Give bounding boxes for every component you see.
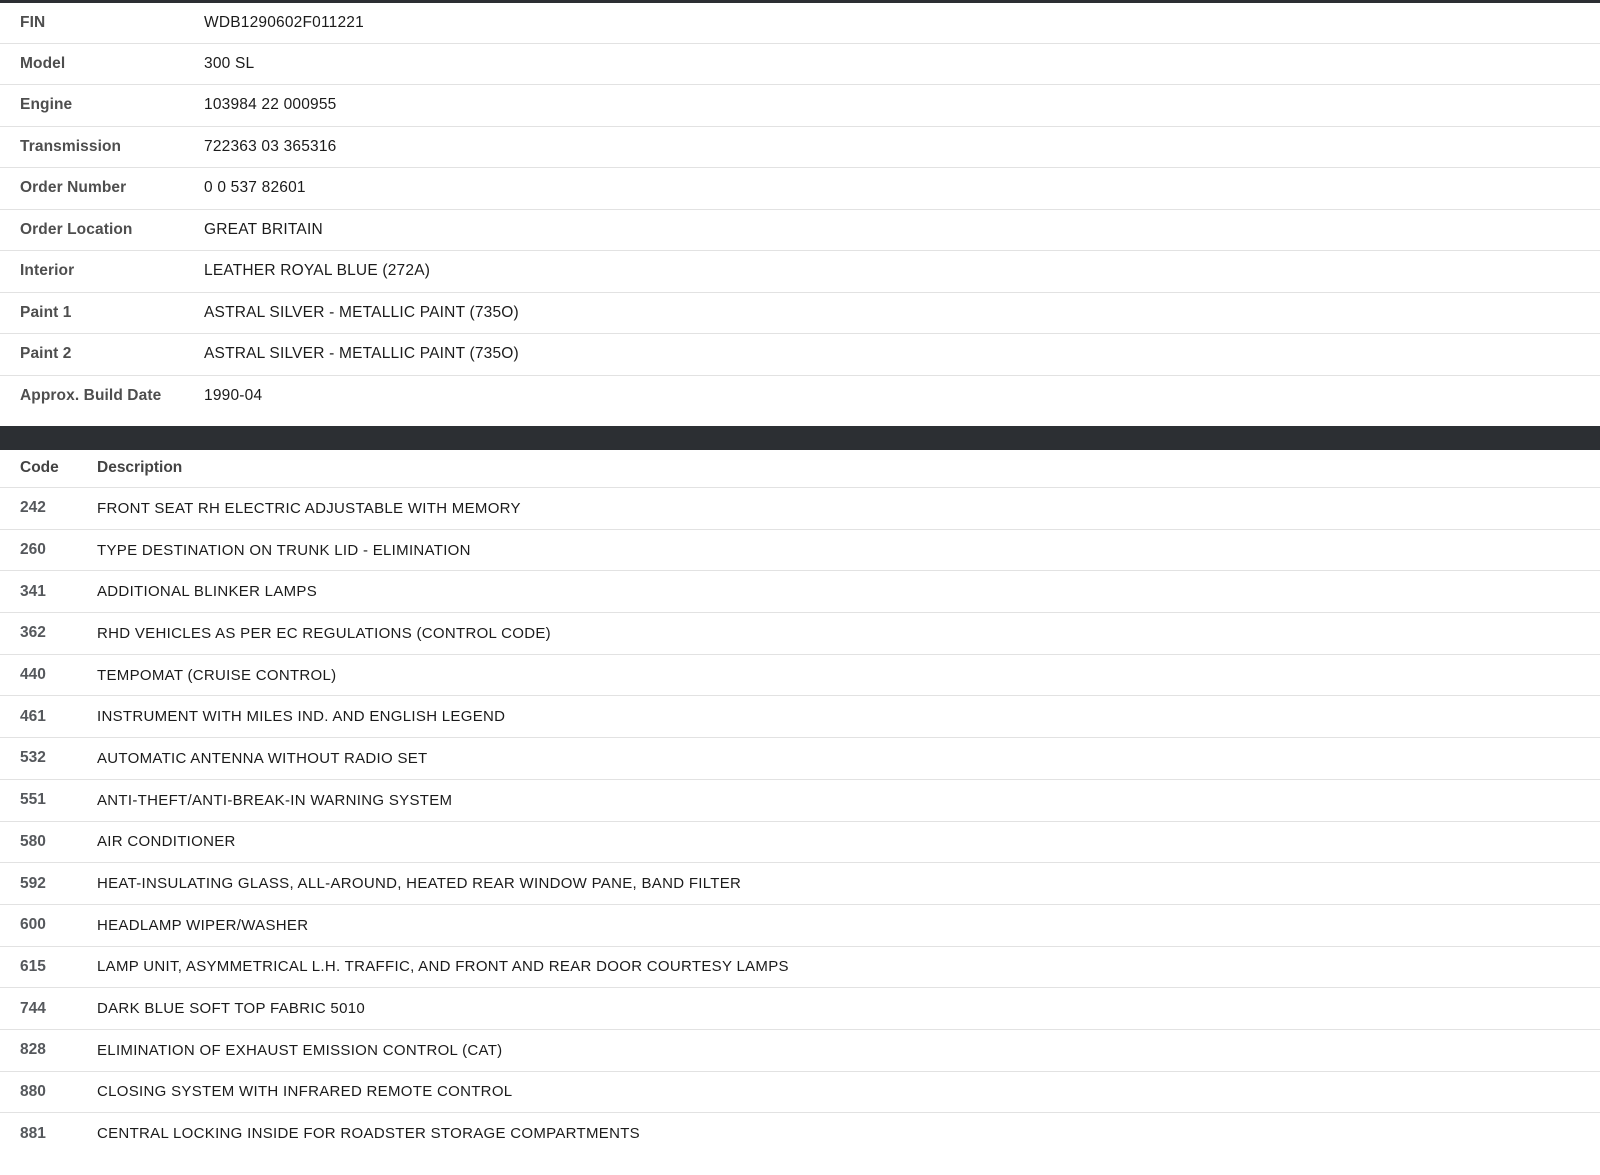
info-label-order-number: Order Number bbox=[0, 168, 203, 210]
info-label-fin: FIN bbox=[0, 2, 203, 44]
option-description: INSTRUMENT WITH MILES IND. AND ENGLISH LEGEND bbox=[96, 696, 1600, 738]
option-code: 242 bbox=[0, 488, 96, 530]
section-divider-bar bbox=[0, 426, 1600, 450]
info-label-paint-1: Paint 1 bbox=[0, 292, 203, 334]
option-description: CENTRAL LOCKING INSIDE FOR ROADSTER STORAGE COMPARTMENTS bbox=[97, 1125, 640, 1143]
info-row bbox=[0, 209, 1600, 251]
info-label-transmission: Transmission bbox=[0, 126, 203, 168]
table-row bbox=[0, 946, 1600, 988]
table-row bbox=[0, 613, 1600, 655]
info-label-model: Model bbox=[0, 43, 203, 85]
option-description: LAMP UNIT, ASYMMETRICAL L.H. TRAFFIC, AND FRONT AND REAR DOOR COURTESY LAMPS bbox=[96, 946, 1600, 988]
option-codes-table bbox=[0, 450, 1600, 1155]
table-row bbox=[0, 529, 1600, 571]
info-row bbox=[0, 292, 1600, 334]
info-value-interior: LEATHER ROYAL BLUE (272A) bbox=[203, 251, 1600, 293]
info-value-model: 300 SL bbox=[203, 43, 1600, 85]
table-row bbox=[0, 654, 1600, 696]
table-row bbox=[0, 1029, 1600, 1071]
option-code: 260 bbox=[0, 529, 96, 571]
table-row bbox=[0, 696, 1600, 738]
option-description: HEAT-INSULATING GLASS, ALL-AROUND, HEATED REAR WINDOW PANE, BAND FILTER bbox=[96, 863, 1600, 905]
info-value-transmission: 722363 03 365316 bbox=[203, 126, 1600, 168]
table-row bbox=[0, 988, 1600, 1030]
vehicle-info-table bbox=[0, 0, 1600, 417]
info-row bbox=[0, 126, 1600, 168]
info-row bbox=[0, 43, 1600, 85]
option-description: ANTI-THEFT/ANTI-BREAK-IN WARNING SYSTEM bbox=[96, 779, 1600, 821]
option-code: 341 bbox=[0, 571, 96, 613]
info-value-order-number: 0 0 537 82601 bbox=[203, 168, 1600, 210]
table-row bbox=[0, 571, 1600, 613]
info-label-order-location: Order Location bbox=[0, 209, 203, 251]
description-column-header: Description bbox=[96, 450, 1600, 488]
option-description: FRONT SEAT RH ELECTRIC ADJUSTABLE WITH MEMORY bbox=[96, 488, 1600, 530]
option-code: 744 bbox=[0, 988, 96, 1030]
option-description: AIR CONDITIONER bbox=[96, 821, 1600, 863]
option-code: 600 bbox=[0, 904, 96, 946]
option-code: 615 bbox=[0, 946, 96, 988]
option-description: HEADLAMP WIPER/WASHER bbox=[96, 904, 1600, 946]
info-value-fin: WDB1290602F011221 bbox=[203, 2, 1600, 44]
option-code: 551 bbox=[0, 779, 96, 821]
option-code: 440 bbox=[0, 654, 96, 696]
info-row bbox=[0, 168, 1600, 210]
options-header-row bbox=[0, 450, 1600, 488]
table-row bbox=[0, 1113, 1600, 1155]
info-row bbox=[0, 251, 1600, 293]
option-code: 461 bbox=[0, 696, 96, 738]
info-value-paint-2: ASTRAL SILVER - METALLIC PAINT (735O) bbox=[203, 334, 1600, 376]
info-row bbox=[0, 375, 1600, 417]
info-value-engine: 103984 22 000955 bbox=[203, 85, 1600, 127]
option-code: 880 bbox=[0, 1071, 96, 1113]
info-row bbox=[0, 2, 1600, 44]
option-code: 828 bbox=[0, 1029, 96, 1071]
table-row bbox=[0, 1071, 1600, 1113]
option-code: 580 bbox=[0, 821, 96, 863]
table-row bbox=[0, 863, 1600, 905]
info-label-build-date: Approx. Build Date bbox=[20, 387, 162, 404]
table-row bbox=[0, 738, 1600, 780]
table-row bbox=[0, 904, 1600, 946]
info-row bbox=[0, 334, 1600, 376]
option-code: 532 bbox=[0, 738, 96, 780]
info-row bbox=[0, 85, 1600, 127]
option-code: 592 bbox=[0, 863, 96, 905]
info-value-paint-1: ASTRAL SILVER - METALLIC PAINT (735O) bbox=[203, 292, 1600, 334]
option-description: DARK BLUE SOFT TOP FABRIC 5010 bbox=[96, 988, 1600, 1030]
info-label-engine: Engine bbox=[0, 85, 203, 127]
option-description: ADDITIONAL BLINKER LAMPS bbox=[96, 571, 1600, 613]
info-label-interior: Interior bbox=[0, 251, 203, 293]
table-row bbox=[0, 779, 1600, 821]
option-description: TYPE DESTINATION ON TRUNK LID - ELIMINATION bbox=[96, 529, 1600, 571]
option-description: AUTOMATIC ANTENNA WITHOUT RADIO SET bbox=[96, 738, 1600, 780]
info-value-build-date: 1990-04 bbox=[204, 387, 263, 404]
option-description: CLOSING SYSTEM WITH INFRARED REMOTE CONTROL bbox=[96, 1071, 1600, 1113]
option-description: TEMPOMAT (CRUISE CONTROL) bbox=[96, 654, 1600, 696]
table-row bbox=[0, 488, 1600, 530]
option-code: 881 bbox=[20, 1124, 46, 1142]
option-description: ELIMINATION OF EXHAUST EMISSION CONTROL (CAT) bbox=[96, 1029, 1600, 1071]
table-row bbox=[0, 821, 1600, 863]
code-column-header: Code bbox=[0, 450, 96, 488]
info-label-paint-2: Paint 2 bbox=[0, 334, 203, 376]
info-value-order-location: GREAT BRITAIN bbox=[203, 209, 1600, 251]
option-description: RHD VEHICLES AS PER EC REGULATIONS (CONTROL CODE) bbox=[96, 613, 1600, 655]
option-code: 362 bbox=[0, 613, 96, 655]
